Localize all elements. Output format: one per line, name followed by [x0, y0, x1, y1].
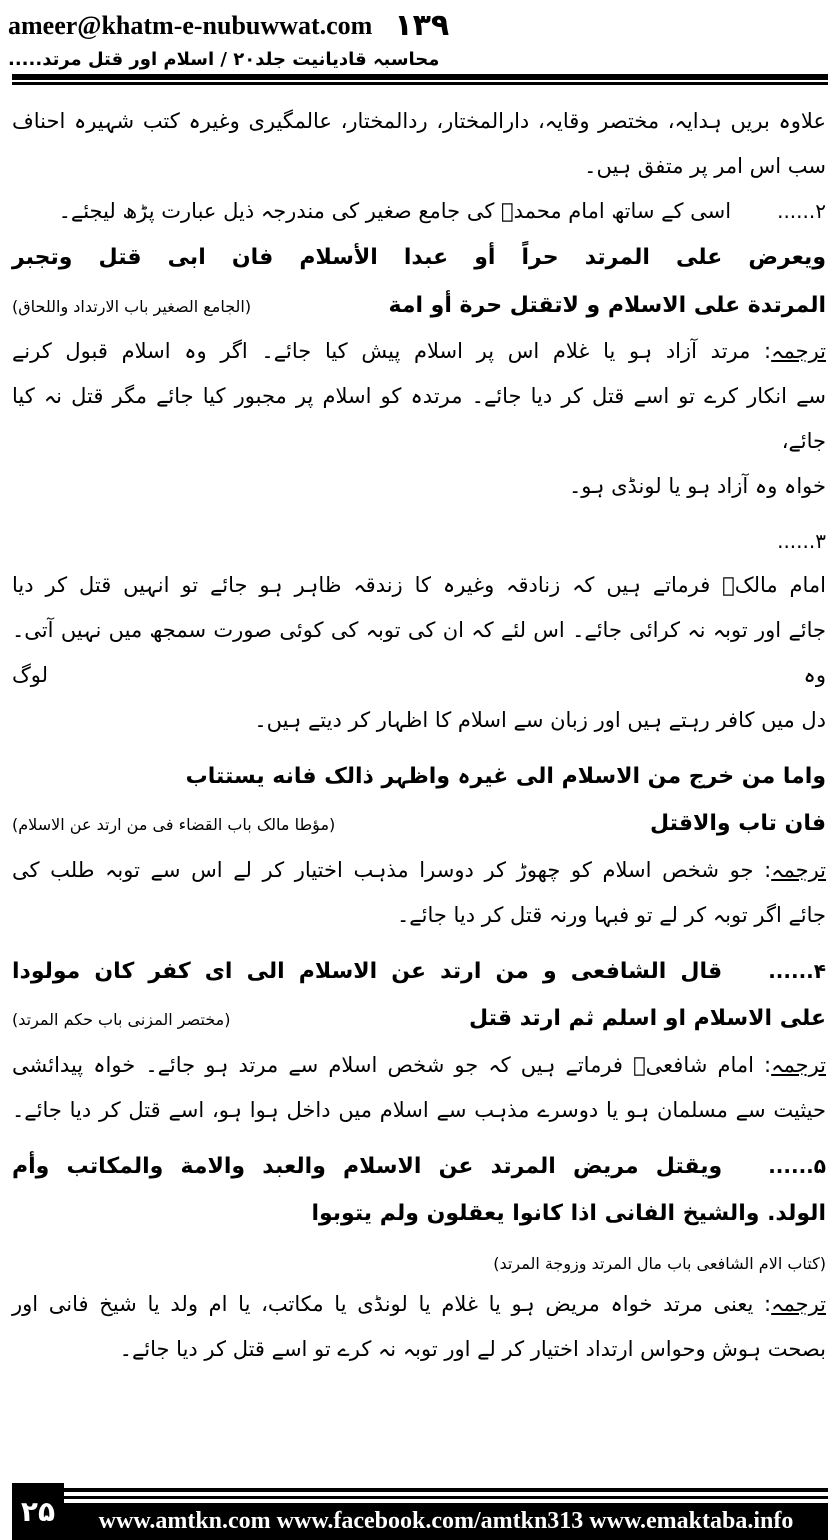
item-number: ۵......	[768, 1153, 826, 1178]
arabic-quote-line	[12, 753, 826, 800]
line-text: : جو شخص اسلام کو چھوڑ کر دوسرا مذہب اختیار کر لے اس سے توبہ طلب کی	[12, 857, 772, 882]
line-text: قال الشافعی و من ارتد عن الاسلام الی ای کفر کان مولودا	[12, 959, 723, 985]
text-line	[12, 1327, 826, 1372]
line-text: المرتدة علی الاسلام و لاتقتل حرة أو امة	[388, 292, 826, 318]
line-text: اسی کے ساتھ امام محمدؒ کی جامع صغیر کی مندرجہ ذیل عبارت پڑھ لیجئے۔	[58, 199, 732, 224]
footer-page-number: ۲۵	[12, 1483, 64, 1540]
citation-line	[12, 1247, 826, 1281]
line-text: : مرتد آزاد ہو یا غلام اس پر اسلام پیش کیا جائے۔ اگر وہ اسلام قبول کرنے	[12, 339, 772, 364]
arabic-quote-line	[12, 995, 826, 1042]
line-text: خواہ وہ آزاد ہو یا لونڈی ہو۔	[568, 474, 826, 499]
header-email: ameer@khatm-e-nubuwwat.com	[8, 10, 373, 40]
line-text: جائے اگر توبہ کر لے تو فبہا ورنہ قتل کر دیا جائے۔	[396, 902, 826, 927]
text-line	[12, 893, 826, 938]
text-line	[12, 464, 826, 509]
citation: (کتاب الام الشافعی باب مال المرتد وزوجة المرتد)	[493, 1254, 826, 1274]
translation-line	[12, 329, 826, 374]
page-header	[0, 0, 840, 70]
arabic-quote-line	[12, 1190, 826, 1237]
footer-links: www.amtkn.com www.facebook.com/amtkn313 www.emaktaba.info	[64, 1503, 828, 1540]
item-number: ۲......	[777, 199, 826, 224]
page-body	[0, 85, 840, 1372]
line-text: الولد. والشیخ الفانی اذا کانوا یعقلون ولم یتوبوا	[311, 1201, 826, 1227]
item-number: ۴......	[768, 959, 826, 984]
line-text: سب اس امر پر متفق ہیں۔	[584, 154, 826, 179]
text-line	[12, 698, 826, 743]
text-line	[12, 99, 826, 144]
arabic-quote-line	[12, 282, 826, 329]
citation: (مؤطا مالک باب القضاء فی من ارتد عن الاسلام)	[12, 815, 336, 835]
text-line	[12, 144, 826, 189]
text-line	[12, 608, 826, 698]
citation: (مختصر المزنی باب حکم المرتد)	[12, 1010, 231, 1030]
line-text: جائے اور توبہ نہ کرائی جائے۔ اس لئے کہ ان کی توبہ کی کوئی صورت سمجھ میں نہیں آتی۔ وہ لوگ	[12, 617, 826, 687]
page-footer	[0, 1483, 840, 1540]
citation: (الجامع الصغیر باب الارتداد واللحاق)	[12, 296, 252, 316]
header-title: محاسبہ قادیانیت جلد۲۰ / اسلام اور قتل مرتد.....	[8, 49, 440, 70]
line-text: امام مالکؒ فرماتے ہیں کہ زنادقہ وغیرہ کا زندقہ ظاہر ہو جائے تو انہیں قتل کر دیا	[12, 572, 826, 597]
translation-label: ترجمہ	[771, 857, 826, 882]
line-text: ویقتل مریض المرتد عن الاسلام والعبد والامة والمکاتب وأم	[12, 1153, 723, 1179]
line-text: واما من خرج من الاسلام الی غیرہ واظہر ذالک فانه یستتاب	[185, 764, 826, 790]
arabic-quote-line	[12, 234, 826, 281]
text-line	[12, 374, 826, 464]
translation-label: ترجمہ	[771, 1052, 826, 1077]
translation-label: ترجمہ	[771, 1291, 826, 1316]
numbered-line	[12, 189, 826, 234]
line-text: فان تاب والاقتل	[649, 811, 826, 837]
header-rule-thick	[12, 74, 828, 80]
line-text: بصحت ہوش وحواس ارتداد اختیار کر لے اور توبہ نہ کرے تو اسے قتل کر دیا جائے۔	[119, 1337, 826, 1362]
line-text: علی الاسلام او اسلم ثم ارتد قتل	[469, 1006, 826, 1032]
line-text: : امام شافعیؒ فرماتے ہیں کہ جو شخص اسلام سے مرتد ہو جائے۔ خواہ پیدائشی	[12, 1052, 772, 1077]
translation-line	[12, 848, 826, 893]
line-text: سے انکار کرے تو اسے قتل کر دیا جائے۔ مرتدہ کو اسلام پر مجبور کیا جائے مگر قتل نہ کیا جائے،	[12, 384, 826, 454]
line-text: ویعرض علی المرتد حراً أو عبدا الأسلام فان ابی قتل وتجبر	[12, 245, 826, 271]
header-left	[8, 8, 449, 43]
line-text: علاوہ بریں ہدایہ، مختصر وقایہ، دارالمختار، ردالمختار، عالمگیری وغیرہ کتب شہیرہ احناف	[12, 109, 826, 133]
translation-label: ترجمہ	[771, 339, 826, 364]
footer-rule	[64, 1488, 828, 1492]
translation-line	[12, 1282, 826, 1327]
footer-right	[64, 1483, 828, 1540]
arabic-quote-line	[12, 800, 826, 847]
numbered-line	[12, 1143, 826, 1190]
numbered-line	[12, 948, 826, 995]
numbered-line	[12, 520, 826, 608]
line-text: دل میں کافر رہتے ہیں اور زبان سے اسلام کا اظہار کر دیتے ہیں۔	[254, 708, 826, 732]
text-line	[12, 1088, 826, 1133]
line-text: : یعنی مرتد خواہ مریض ہو یا غلام یا لونڈی یا مکاتب، یا ام ولد یا شیخ فانی اور	[12, 1291, 772, 1316]
footer-rule	[64, 1496, 828, 1499]
translation-line	[12, 1043, 826, 1088]
header-page-number: ۱۳۹	[394, 8, 450, 43]
line-text: حیثیت سے مسلمان ہو یا دوسرے مذہب سے اسلام میں داخل ہوا ہو، اسے قتل کر دیا جائے۔	[12, 1097, 826, 1122]
item-number: ۳......	[777, 528, 826, 553]
